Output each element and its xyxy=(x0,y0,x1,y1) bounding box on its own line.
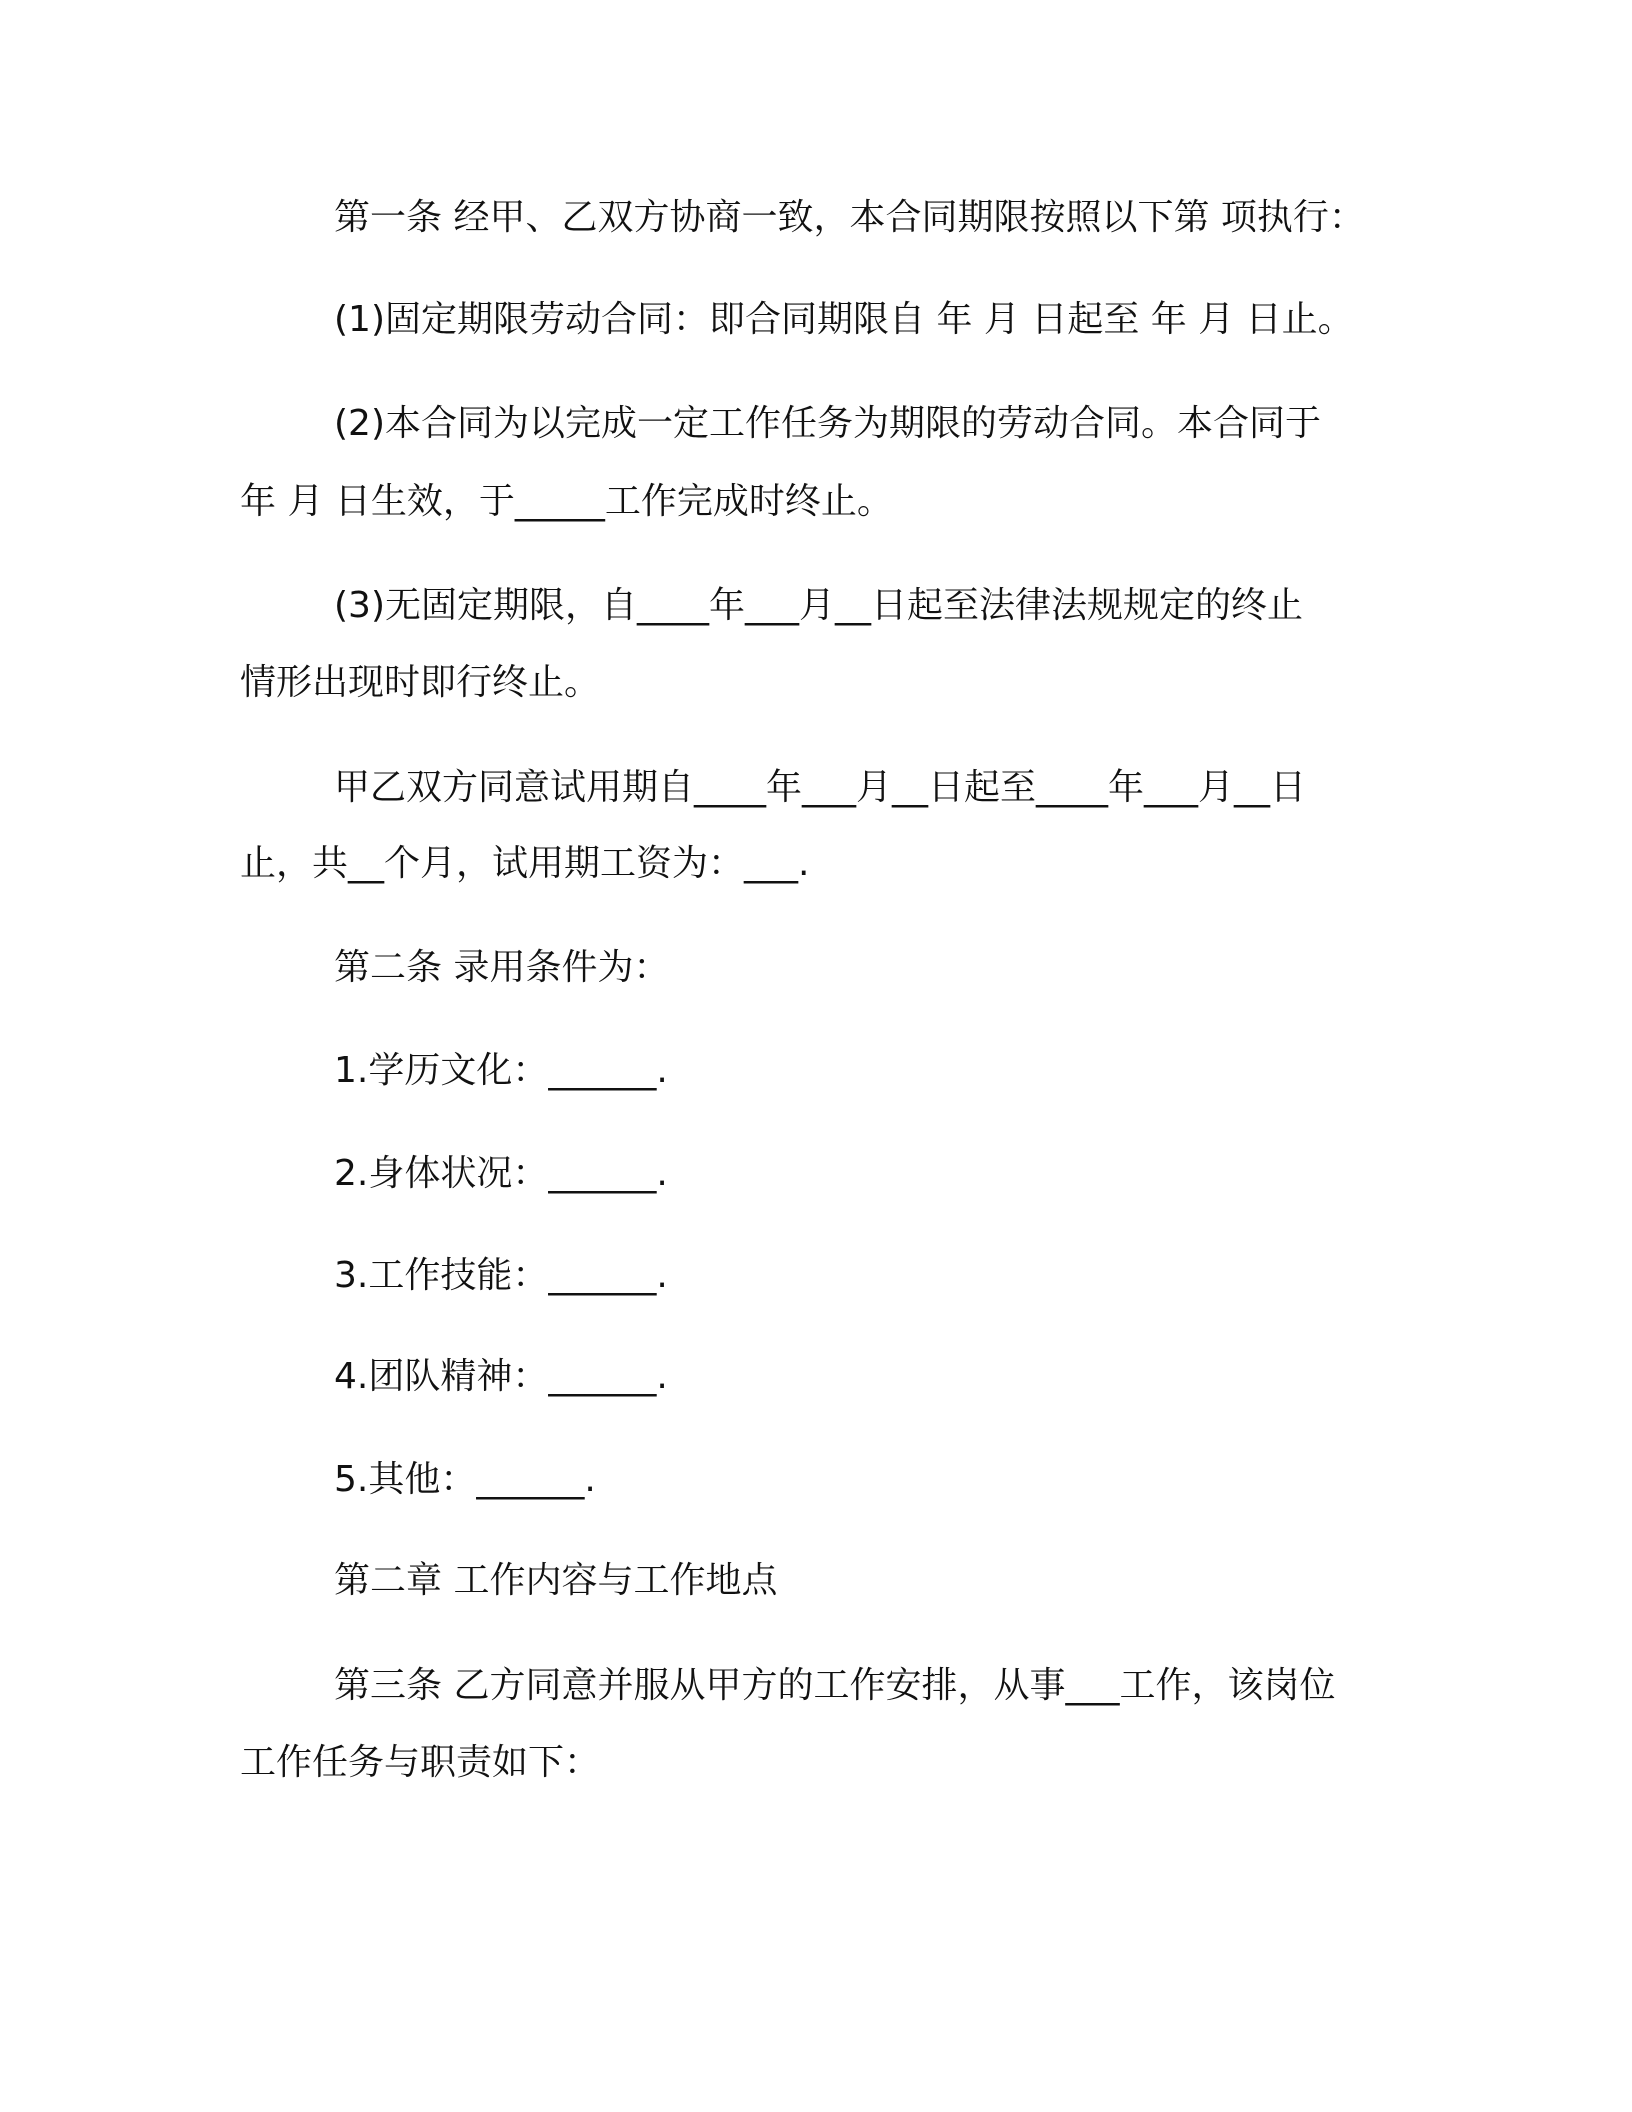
condition-3: 3.工作技能：______. xyxy=(334,1255,668,1296)
option-2-text-line-2: 年 月 日生效，于_____工作完成时终止。 xyxy=(240,481,893,522)
condition-4: 4.团队精神：______. xyxy=(334,1356,668,1397)
clause-3-text-line-1: 第三条 乙方同意并服从甲方的工作安排，从事___工作，该岗位 xyxy=(334,1665,1336,1706)
option-3-text-line-1: (3)无固定期限，自____年___月__日起至法律法规规定的终止 xyxy=(334,585,1303,626)
condition-1: 1.学历文化：______. xyxy=(334,1050,668,1091)
option-2-text-line-1: (2)本合同为以完成一定工作任务为期限的劳动合同。本合同于 xyxy=(334,403,1321,444)
probation-text-line-1: 甲乙双方同意试用期自____年___月__日起至____年___月__日 xyxy=(334,767,1307,808)
clause-1-text: 第一条 经甲、乙双方协商一致，本合同期限按照以下第 项执行： xyxy=(334,197,1365,238)
clause-3-text-line-2: 工作任务与职责如下： xyxy=(240,1742,601,1783)
option-1-text: (1)固定期限劳动合同：即合同期限自 年 月 日起至 年 月 日止。 xyxy=(334,299,1354,340)
probation-text-line-2: 止，共__个月，试用期工资为：___. xyxy=(240,843,810,884)
clause-2-heading: 第二条 录用条件为： xyxy=(334,947,670,988)
option-3-text-line-2: 情形出现时即行终止。 xyxy=(240,662,601,703)
chapter-2-heading: 第二章 工作内容与工作地点 xyxy=(334,1560,778,1601)
condition-2: 2.身体状况：______. xyxy=(334,1153,668,1194)
condition-5: 5.其他：______. xyxy=(334,1459,596,1500)
